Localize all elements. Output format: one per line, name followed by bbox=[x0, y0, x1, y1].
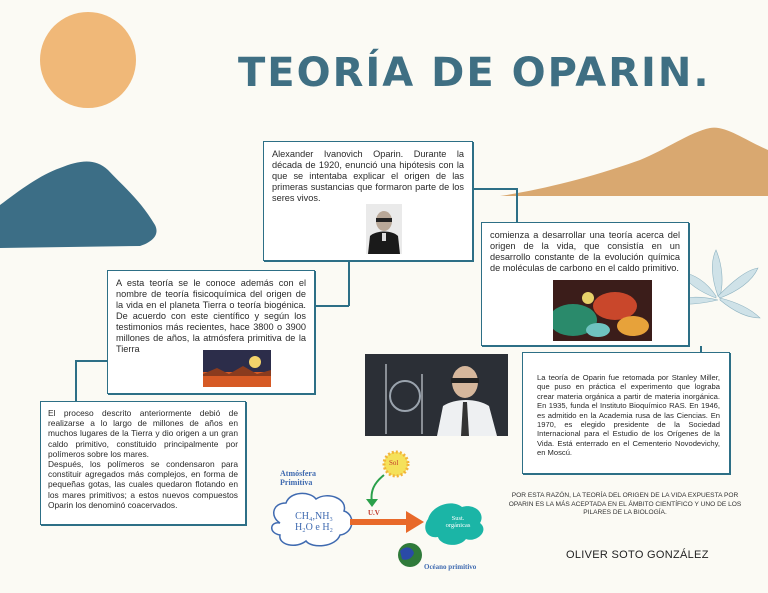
connector-name-process-v bbox=[75, 360, 77, 401]
author-name: OLIVER SOTO GONZÁLEZ bbox=[566, 549, 709, 561]
ocean-label: Océano primitivo bbox=[424, 563, 477, 571]
process-box bbox=[40, 401, 246, 525]
name-text: A esta teoría se le conoce además con el nombre de teoría fisicoquímica del origen de la vida en el planeta Tierra o teoría biogénica. De acuerdo con este científico y según los testimonios más recientes, hace 3800 o 3900 millones de años, la atmósfera primitiva de la Tierra bbox=[116, 278, 306, 354]
blue-mountain bbox=[0, 162, 157, 249]
organics-label-2: orgánicas bbox=[445, 522, 471, 529]
miller-text: La teoría de Oparin fue retomada por Stanley Miller, que puso en práctica el experimento que lograba crear materia orgánica a partir de materia inorgánica. En 1935, funda el Instituto Bioquímico RAS. En 1946, es admitido en la Academia rusa de las Ciencias. En 1970, es elegido presidente de la Sociedad Internacional para el Estudio de los Orígenes de la Vida. Está enterrado en el Cementerio Novodevichy, en Moscú. bbox=[537, 373, 720, 458]
atmosphere-label-2: Primitiva bbox=[280, 478, 313, 487]
oparin-lab-photo bbox=[365, 354, 508, 436]
conclusion-footnote: POR ESTA RAZÓN, LA TEORÍA DEL ORIGEN DE LA VIDA EXPUESTA POR OPARIN ES LA MÁS ACEPTADA EN EL ÁMBITO CIENTÍFICO Y UNO DE LOS PILARES DE LA BIOLOGÍA. bbox=[508, 492, 742, 517]
bio-text: Alexander Ivanovich Oparin. Durante la década de 1920, enunció una hipótesis con la que se intentaba explicar el origen de las primeras sustancias que formaron parte de los seres vivos. bbox=[272, 149, 464, 203]
oparin-portrait-photo bbox=[366, 204, 402, 254]
gases-label-2: H₂O e H₂ bbox=[294, 522, 334, 533]
uv-arrow bbox=[372, 475, 385, 503]
reaction-arrow-shaft bbox=[350, 519, 406, 525]
primordial-soup-illustration bbox=[553, 280, 652, 341]
uv-label: U.V bbox=[368, 509, 380, 517]
process-text: El proceso descrito anteriormente debió de realizarse a lo largo de millones de años en muchos lugares de la Tierra y dio origen a un gran caldo primitivo, constituido principalmente por polímeros sobre los mares. Después, los polímeros se condensaron para constituir agregados más complejos, en forma de pequeñas gotas, las cuales quedaron flotando en los mares primitivos; a estos nuevos compuestos Oparin los denominó coacervados. bbox=[48, 408, 238, 510]
oparin-diagram bbox=[262, 447, 494, 577]
early-earth-illustration bbox=[203, 350, 271, 387]
tan-mountain bbox=[500, 128, 768, 196]
theory-text: comienza a desarrollar una teoría acerca del origen de la vida, que consistía en un desarrollo constante de la evolución química de moléculas de carbono en el caldo primitivo. bbox=[490, 230, 680, 273]
gases-label-1: CH₄,NH₃ bbox=[295, 511, 333, 522]
reaction-arrowhead bbox=[406, 511, 424, 533]
sun-label: Sol bbox=[389, 459, 399, 467]
sun-circle bbox=[40, 12, 136, 108]
organics-label-1: Sust. bbox=[451, 515, 465, 522]
connector-bio-theory-h bbox=[473, 188, 517, 190]
uv-arrowhead bbox=[366, 499, 378, 507]
page-title: TEORÍA DE OPARIN. bbox=[238, 50, 711, 96]
connector-bio-name-h bbox=[315, 305, 349, 307]
miller-box bbox=[522, 352, 730, 474]
atmosphere-label-1: Atmósfera bbox=[280, 469, 316, 478]
connector-name-process-h bbox=[75, 360, 107, 362]
connector-bio-theory-v bbox=[516, 188, 518, 222]
connector-bio-name-v bbox=[348, 261, 350, 306]
